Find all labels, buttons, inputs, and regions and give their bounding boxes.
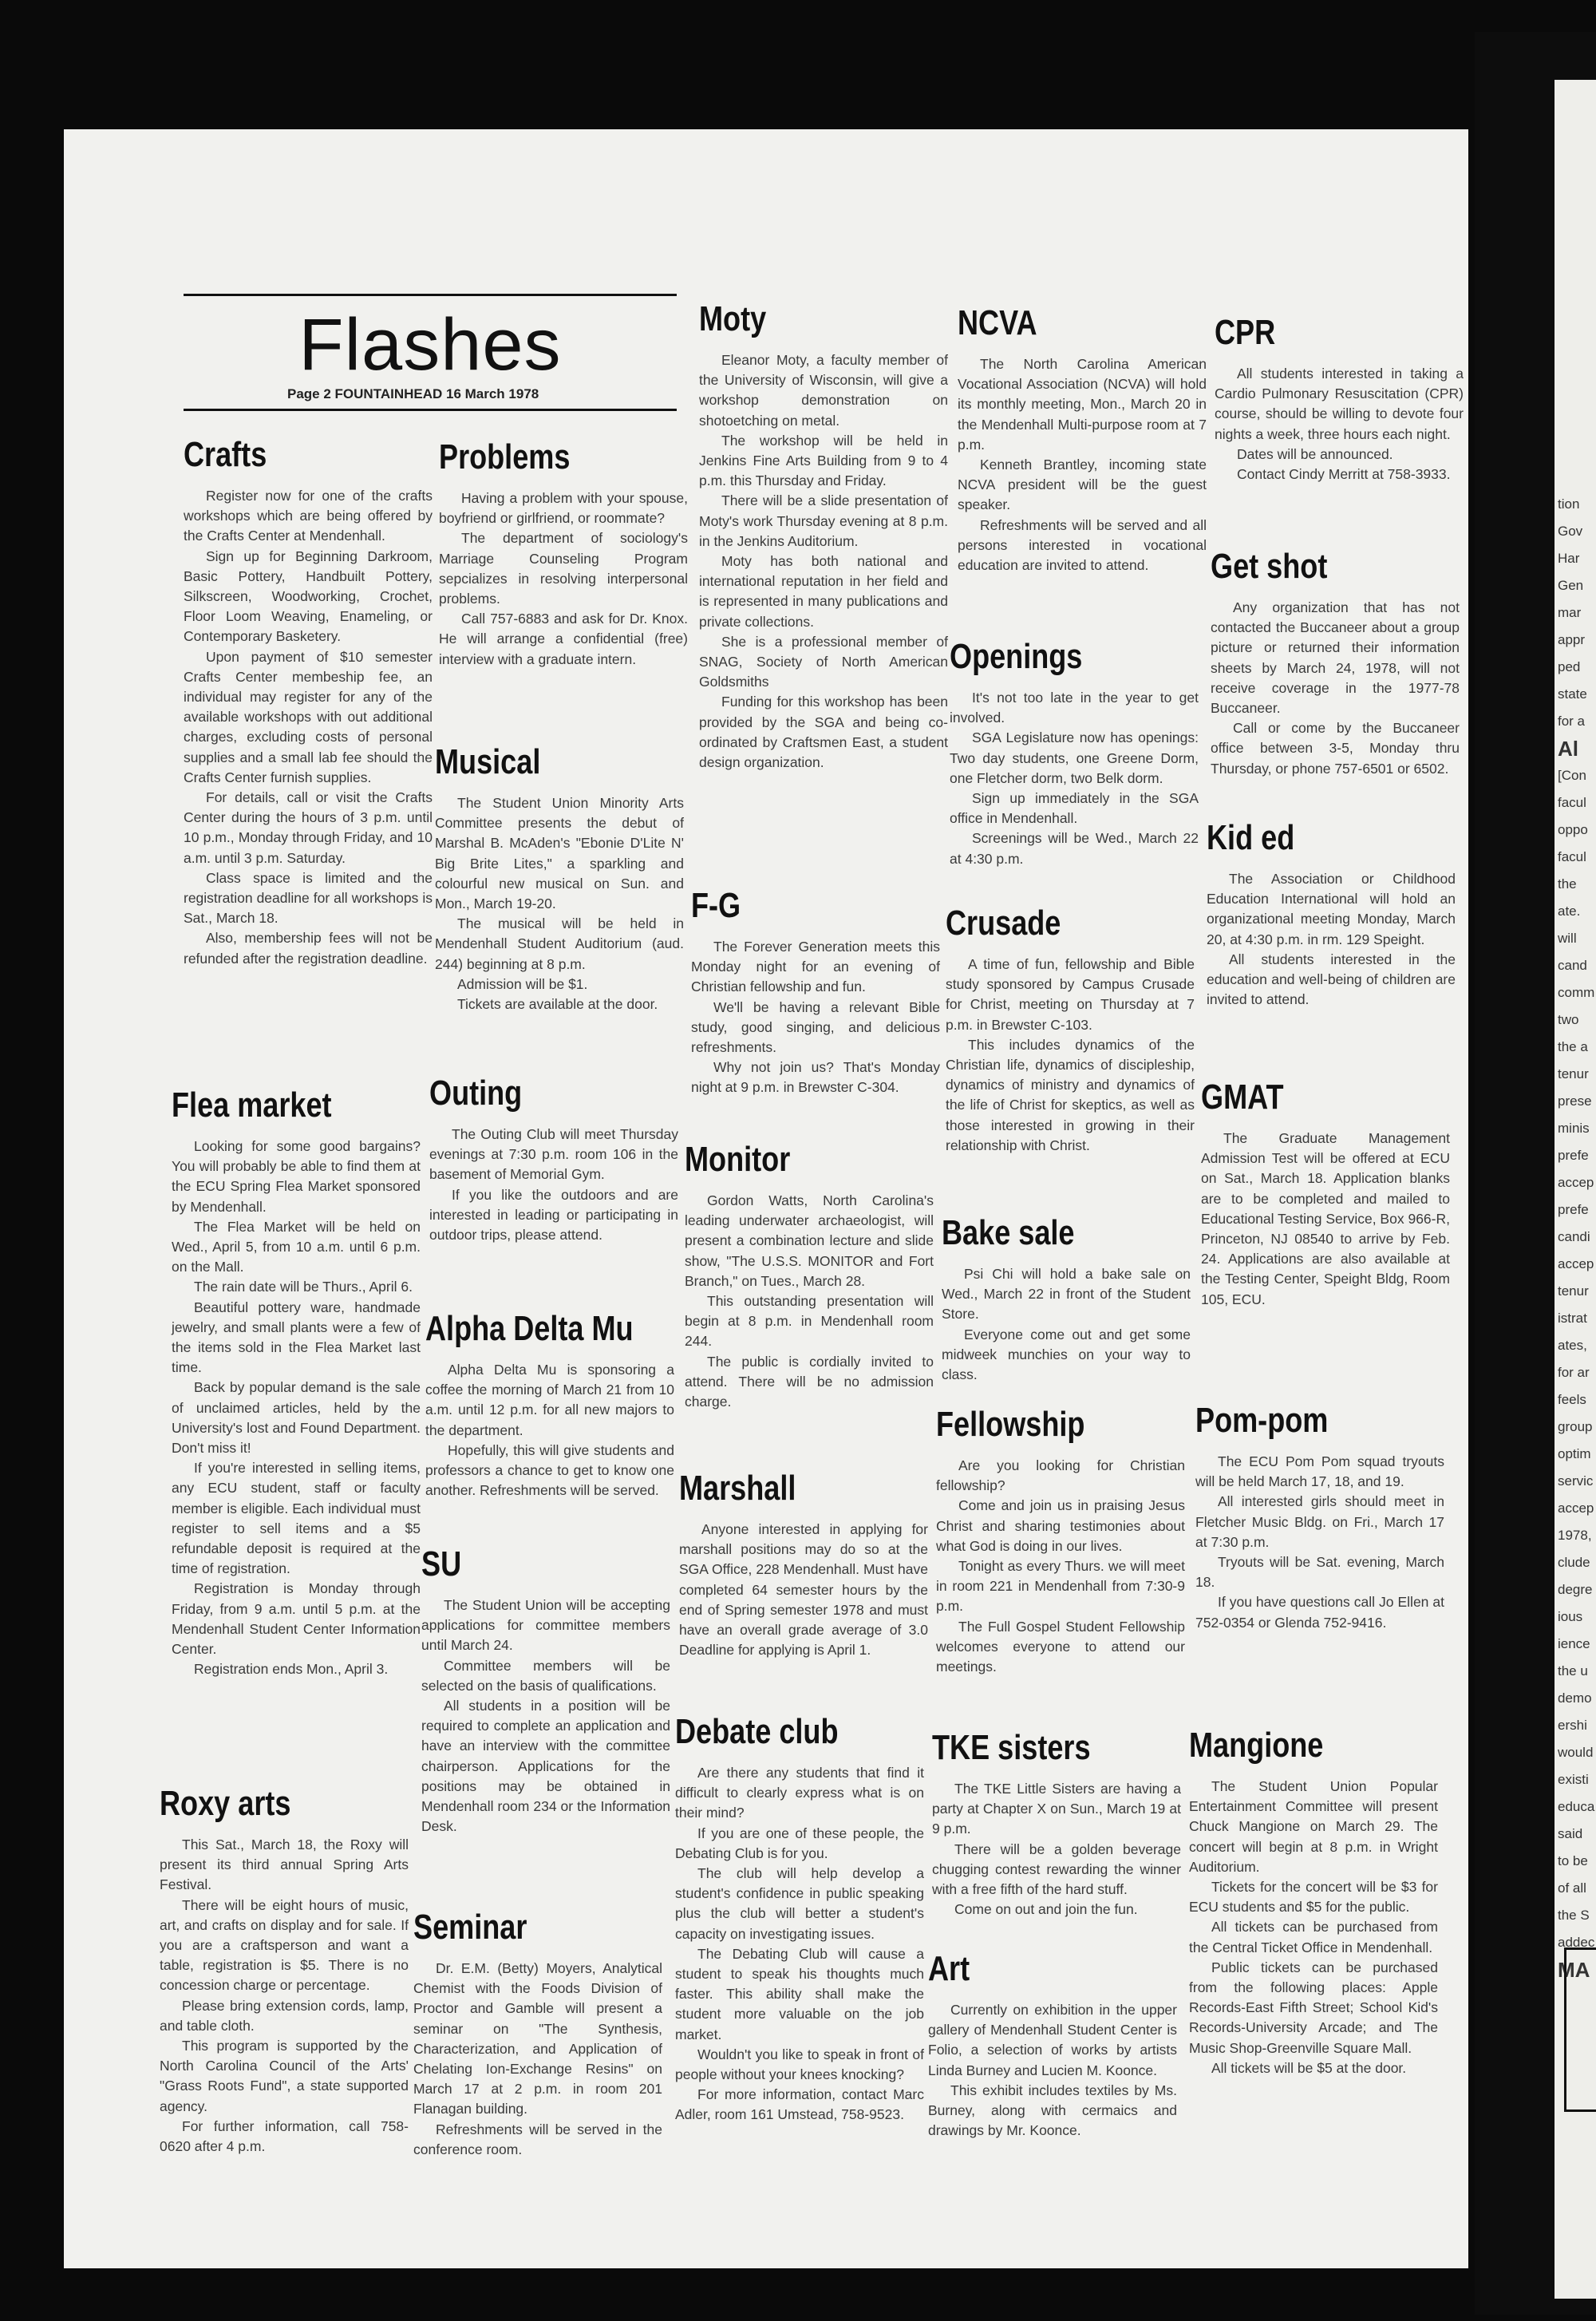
facing-page-fragment: clude — [1558, 1555, 1590, 1570]
article-paragraph: Call or come by the Buccaneer office between 3-5, Monday thru Thursday, or phone 757-6501 or 6502. — [1211, 720, 1460, 777]
article-paragraph: Moty has both national and international reputation in her field and is represented in many publications and private collections. — [699, 553, 948, 630]
facing-page-fragment: tenur — [1558, 1066, 1589, 1081]
article-tke-sisters — [932, 1728, 1181, 1920]
article-paragraph: Alpha Delta Mu is sponsoring a coffee the morning of March 21 from 10 a.m. until 12 p.m. for all new majors to the department. — [425, 1362, 674, 1438]
article-f-g — [691, 886, 940, 1098]
article-paragraph: For further information, call 758-0620 after 4 p.m. — [160, 2117, 409, 2155]
facing-page-fragment: the S — [1558, 1908, 1590, 1923]
article-paragraph: The Outing Club will meet Thursday evenings at 7:30 p.m. room 106 in the basement of Memorial Gym. — [429, 1126, 678, 1183]
article-paragraph: Registration is Monday through Friday, from 9 a.m. until 5 p.m. at the Mendenhall Student Center Information Center. — [172, 1580, 421, 1658]
article-paragraph: SGA Legislature now has openings: Two day students, one Greene Dorm, one Fletcher dorm, two Belk dorm. — [950, 730, 1199, 786]
article-openings — [950, 637, 1199, 869]
facing-page-fragment: group — [1558, 1419, 1593, 1434]
article-heading: SU — [421, 1544, 462, 1584]
article-paragraph: Anyone interested in applying for marshall positions may do so at the SGA Office, 228 Mendenhall. Must have completed 64 semester hours by the end of Spring semester 1978 and must have an overall grade average of 3.0 Deadline for applying is April 1. — [679, 1521, 928, 1659]
facing-page-fragment: ious — [1558, 1609, 1583, 1624]
article-paragraph: Tryouts will be Sat. evening, March 18. — [1195, 1554, 1444, 1591]
article-paragraph: All students in a position will be required to complete an application and have an interview with the committee chairperson. Applications for the positions may be obtained in Mendenhall room 234 or the Information Desk. — [421, 1698, 670, 1835]
facing-page-fragment: two — [1558, 1012, 1579, 1027]
article-alpha-delta-mu — [425, 1309, 674, 1501]
article-heading: Musical — [435, 742, 541, 781]
article-roxy-arts — [160, 1784, 409, 2157]
article-paragraph: Kenneth Brantley, incoming state NCVA president will be the guest speaker. — [958, 457, 1207, 513]
facing-page-fragment: ate. — [1558, 903, 1581, 919]
article-heading: Debate club — [675, 1712, 839, 1751]
facing-page-fragment: 1978, — [1558, 1528, 1592, 1543]
article-paragraph: The Association or Childhood Education International will hold an organizational meeting Monday, March 20, at 4:30 p.m. in rm. 129 Speight. — [1207, 871, 1456, 947]
facing-page-fragment: ershi — [1558, 1718, 1587, 1733]
facing-page-fragment: Gen — [1558, 578, 1584, 593]
article-paragraph: If you are one of these people, the Debating Club is for you. — [675, 1825, 924, 1861]
article-paragraph: The musical will be held in Mendenhall Student Auditorium (aud. 244) beginning at 8 p.m. — [435, 915, 684, 972]
article-bake-sale — [942, 1213, 1191, 1385]
article-heading: Mangione — [1189, 1726, 1324, 1765]
article-paragraph: There will be eight hours of music, art, and crafts on display and for sale. If you are a craftsperson and want a table, registration is $5. There is no concession charge or percentage. — [160, 1896, 409, 1994]
article-paragraph: Register now for one of the crafts workshops which are being offered by the Crafts Center at Mendenhall. — [184, 488, 433, 544]
facing-page-fragment: ped — [1558, 659, 1581, 674]
article-heading: Kid ed — [1207, 818, 1295, 857]
facing-page-fragment: candi — [1558, 1229, 1590, 1244]
article-paragraph: Come on out and join the fun. — [954, 1901, 1138, 1918]
article-paragraph: Sign up for Beginning Darkroom, Basic Pottery, Handbuilt Pottery, Silkscreen, Woodworking, Crochet, Floor Loom Weaving, Enameling, or Contemporary Basketery. — [184, 548, 433, 645]
facing-page-ad-box — [1564, 1947, 1596, 2112]
article-heading: Crusade — [946, 903, 1061, 943]
article-heading: Fellowship — [936, 1405, 1085, 1444]
article-paragraph: The Full Gospel Student Fellowship welcomes everyone to attend our meetings. — [936, 1618, 1185, 1675]
article-heading: Pom-pom — [1195, 1401, 1329, 1440]
article-paragraph: Any organization that has not contacted the Buccaneer about a group picture or returned their information sheets by March 24, 1978, will not receive coverage in the 1977-78 Buccaneer. — [1211, 599, 1460, 717]
article-paragraph: This exhibit includes textiles by Ms. Burney, along with cermaics and drawings by Mr. Koonce. — [928, 2082, 1177, 2139]
facing-page-fragment: comm — [1558, 985, 1595, 1000]
masthead-title: Flashes — [298, 304, 562, 386]
article-mangione — [1189, 1726, 1438, 2078]
article-fellowship — [936, 1405, 1185, 1677]
article-paragraph: Gordon Watts, North Carolina's leading underwater archaeologist, will present a combination lecture and slide show, "The U.S.S. MONITOR and Fort Branch," on Tues., March 28. — [685, 1192, 934, 1289]
article-art — [928, 1949, 1177, 2141]
article-paragraph: Wouldn't you like to speak in front of people without your knees knocking? — [675, 2046, 924, 2083]
article-paragraph: Please bring extension cords, lamp, and table cloth. — [160, 1997, 409, 2034]
article-paragraph: The workshop will be held in Jenkins Fine Arts Building from 9 to 4 p.m. this Thursday and Friday. — [699, 432, 948, 489]
article-paragraph: The Forever Generation meets this Monday night for an evening of Christian fellowship and fun. — [691, 939, 940, 995]
article-heading: Openings — [950, 637, 1083, 676]
article-heading: Problems — [439, 437, 571, 476]
article-paragraph: The club will help develop a student's confidence in public speaking plus the club will better a student's capacity on investigating issues. — [675, 1865, 924, 1942]
article-paragraph: The Student Union Minority Arts Committee presents the debut of Marshal B. McAden's "Ebonie D'Lite N' Big Brite Lites," a sparkling and colourful new musical on Sun. and Mon., March 19-20. — [435, 795, 684, 912]
facing-page-fragment: feels — [1558, 1392, 1586, 1407]
article-paragraph: Are there any students that find it difficult to clearly express what is on their mind? — [675, 1765, 924, 1821]
facing-page-fragment: accep — [1558, 1175, 1594, 1190]
article-pom-pom — [1195, 1401, 1444, 1633]
article-paragraph: The rain date will be Thurs., April 6. — [194, 1279, 413, 1295]
article-paragraph: Refreshments will be served in the conference room. — [413, 2121, 662, 2157]
article-paragraph: Tonight as every Thurs. we will meet in room 221 in Mendenhall from 7:30-9 p.m. — [936, 1558, 1185, 1615]
article-paragraph: The ECU Pom Pom squad tryouts will be held March 17, 18, and 19. — [1195, 1453, 1444, 1490]
article-paragraph: Dr. E.M. (Betty) Moyers, Analytical Chemist with the Foods Division of Proctor and Gamble will present a seminar on "The Synthesis, Characterization, and Application of Chelating Ion-Exchange Resins" on March 17 at 2 p.m. in room 201 Flanagan building. — [413, 1960, 662, 2117]
facing-page-fragment: optim — [1558, 1446, 1591, 1461]
article-paragraph: Public tickets can be purchased from the following places: Apple Records-East Fifth Street; School Kid's Records-University Arcade; and The Music Shop-Greenville Square Mall. — [1189, 1959, 1438, 2056]
article-paragraph: Contact Cindy Merritt at 758-3933. — [1237, 466, 1451, 483]
article-moty — [699, 299, 948, 773]
facing-page-fragment: the u — [1558, 1663, 1588, 1678]
masthead-rule-bottom — [184, 409, 677, 411]
article-paragraph: Call 757-6883 and ask for Dr. Knox. He will arrange a confidential (free) interview with a graduate intern. — [439, 611, 688, 667]
facing-page-fragment: [Con — [1558, 768, 1586, 783]
facing-page-fragment: would — [1558, 1745, 1594, 1760]
article-paragraph: Why not join us? That's Monday night at 9 p.m. in Brewster C-304. — [691, 1059, 940, 1096]
facing-page-fragment: cand — [1558, 958, 1587, 973]
article-paragraph: All interested girls should meet in Fletcher Music Bldg. on Fri., March 17 at 7:30 p.m. — [1195, 1493, 1444, 1550]
article-paragraph: The Graduate Management Admission Test will be offered at ECU on Sat., March 18. Application blanks are to be completed and mailed to Educational Testing Service, Box 966-R, Princeton, NJ 08540 to arrive by Feb. 24. Applications are also available at the Testing Center, Speight Bldg, Room 105, ECU. — [1201, 1130, 1450, 1307]
facing-page-fragment: tion — [1558, 496, 1580, 512]
article-heading: CPR — [1215, 313, 1276, 352]
article-heading: GMAT — [1201, 1077, 1284, 1117]
article-heading: F-G — [691, 886, 741, 925]
article-paragraph: This Sat., March 18, the Roxy will present its third annual Spring Arts Festival. — [160, 1837, 409, 1893]
facing-page-fragment: oppo — [1558, 822, 1588, 837]
facing-page-fragment: said — [1558, 1826, 1583, 1841]
facing-page-fragment: degre — [1558, 1582, 1593, 1597]
article-paragraph: This outstanding presentation will begin at 8 p.m. in Mendenhall room 244. — [685, 1293, 934, 1350]
facing-page-fragment: demo — [1558, 1690, 1592, 1706]
article-musical — [435, 742, 684, 1014]
article-cpr — [1215, 313, 1464, 484]
article-paragraph: The department of sociology's Marriage Counseling Program sepcializes in resolving interpersonal problems. — [439, 530, 688, 607]
article-paragraph: It's not too late in the year to get involved. — [950, 690, 1199, 726]
article-paragraph: She is a professional member of SNAG, Society of North American Goldsmiths — [699, 633, 948, 690]
facing-page-fragment: the a — [1558, 1039, 1588, 1054]
article-paragraph: Hopefully, this will give students and professors a chance to get to know one another. Refreshments will be served. — [425, 1441, 674, 1499]
article-heading: Get shot — [1211, 547, 1328, 586]
article-paragraph: A time of fun, fellowship and Bible study sponsored by Campus Crusade for Christ, meeting on Thursday at 7 p.m. in Brewster C-103. — [946, 956, 1195, 1033]
facing-page-fragment: state — [1558, 686, 1587, 702]
article-paragraph: Psi Chi will hold a bake sale on Wed., March 22 in front of the Student Store. — [942, 1266, 1191, 1323]
facing-page-fragment: Gov — [1558, 524, 1583, 539]
article-paragraph: Funding for this workshop has been provided by the SGA and being co-ordinated by Craftsmen East, a student design organization. — [699, 694, 948, 771]
article-flea-market — [172, 1085, 421, 1679]
article-paragraph: The Student Union will be accepting applications for committee members until March 24. — [421, 1597, 670, 1654]
masthead-rule-top — [184, 294, 677, 296]
article-su — [421, 1544, 670, 1837]
facing-page-fragment: facul — [1558, 849, 1586, 864]
article-get-shot — [1211, 547, 1460, 779]
article-heading: Bake sale — [942, 1213, 1075, 1252]
article-paragraph: Registration ends Mon., April 3. — [194, 1661, 389, 1678]
article-heading: NCVA — [958, 303, 1037, 342]
facing-page-fragment: prefe — [1558, 1148, 1589, 1163]
article-heading: Monitor — [685, 1140, 791, 1179]
article-paragraph: All students interested in the education and well-being of children are invited to attend. — [1207, 951, 1456, 1008]
article-crafts — [184, 435, 433, 969]
facing-page-fragment: accep — [1558, 1256, 1594, 1271]
article-paragraph: Tickets are available at the door. — [457, 996, 658, 1013]
article-heading: Roxy arts — [160, 1784, 291, 1823]
article-paragraph: Currently on exhibition in the upper gallery of Mendenhall Student Center is Folio, a selection of works by artists Linda Burney and Lucien M. Koonce. — [928, 2002, 1177, 2078]
article-paragraph: This program is supported by the North Carolina Council of the Arts' "Grass Roots Fund", a state supported agency. — [160, 2038, 409, 2114]
article-paragraph: Class space is limited and the registration deadline for all workshops is Sat., March 18. — [184, 869, 433, 927]
article-paragraph: Are you looking for Christian fellowship? — [936, 1457, 1185, 1494]
article-paragraph: For details, call or visit the Crafts Center during the hours of 3 p.m. until 10 p.m., Monday through Friday, and 10 a.m. until 3 p.m. Saturday. — [184, 789, 433, 866]
article-heading: Alpha Delta Mu — [425, 1309, 634, 1348]
facing-page-fragment: accep — [1558, 1501, 1594, 1516]
article-paragraph: If you're interested in selling items, any ECU student, staff or faculty member is eligible. Each individual must register to sell items and a $5 refundable deposit is required at the time of registration. — [172, 1460, 421, 1577]
article-paragraph: The public is cordially invited to attend. There will be no admission charge. — [685, 1353, 934, 1410]
article-paragraph: For more information, contact Marc Adler, room 161 Umstead, 758-9523. — [675, 2086, 924, 2123]
article-ncva — [958, 303, 1207, 575]
facing-page-fragment: for ar — [1558, 1365, 1590, 1380]
facing-page-fragment: istrat — [1558, 1311, 1587, 1326]
article-paragraph: Come and join us in praising Jesus Christ and sharing testimonies about what God is doing in our lives. — [936, 1497, 1185, 1554]
article-paragraph: Eleanor Moty, a faculty member of the University of Wisconsin, will give a workshop demonstration on shotoetching on metal. — [699, 352, 948, 429]
article-paragraph: Committee members will be selected on the basis of qualifications. — [421, 1657, 670, 1694]
article-paragraph: Sign up immediately in the SGA office in Mendenhall. — [950, 790, 1199, 827]
article-paragraph: This includes dynamics of the Christian life, dynamics of discipleship, dynamics of ministry and dynamics of the life of Christ for skeptics, as well as those interested in growing in their relationship with Christ. — [946, 1036, 1195, 1153]
article-paragraph: Having a problem with your spouse, boyfriend or girlfriend, or roommate? — [439, 490, 688, 527]
facing-page-fragment: mar — [1558, 605, 1582, 620]
facing-page-fragment: minis — [1558, 1121, 1590, 1136]
facing-page-fragment: of all — [1558, 1880, 1586, 1896]
article-paragraph: Refreshments will be served and all persons interested in vocational education are invited to attend. — [958, 516, 1207, 574]
article-heading: TKE sisters — [932, 1728, 1091, 1767]
article-paragraph: Screenings will be Wed., March 22 at 4:30 p.m. — [950, 830, 1199, 867]
article-heading: Moty — [699, 299, 767, 338]
article-paragraph: All tickets can be purchased from the Central Ticket Office in Mendenhall. — [1189, 1919, 1438, 1955]
facing-page-fragment: prese — [1558, 1093, 1592, 1109]
facing-page-fragment: MA — [1558, 1960, 1590, 1979]
article-heading: Seminar — [413, 1908, 527, 1947]
article-paragraph: There will be a slide presentation of Moty's work Thursday evening at 8 p.m. in the Jenkins Auditorium. — [699, 492, 948, 549]
article-problems — [439, 437, 688, 670]
article-gmat — [1201, 1077, 1450, 1310]
facing-page-fragment: ates, — [1558, 1338, 1587, 1353]
article-paragraph: Tickets for the concert will be $3 for ECU students and $5 for the public. — [1189, 1879, 1438, 1916]
article-paragraph: The North Carolina American Vocational Association (NCVA) will hold its monthly meeting, Mon., March 20 in the Mendenhall Multi-purpose room at 7 p.m. — [958, 356, 1207, 453]
article-heading: Crafts — [184, 435, 267, 474]
article-paragraph: Back by popular demand is the sale of unclaimed articles, held by the University's lost and Found Department. Don't miss it! — [172, 1379, 421, 1457]
article-kid-ed — [1207, 818, 1456, 1010]
article-paragraph: Admission will be $1. — [457, 975, 588, 992]
facing-page-fragment: addec — [1558, 1935, 1595, 1950]
article-paragraph: The TKE Little Sisters are having a party at Chapter X on Sun., March 19 at 9 p.m. — [932, 1781, 1181, 1837]
article-crusade — [946, 903, 1195, 1156]
article-marshall — [679, 1469, 928, 1660]
article-paragraph: Dates will be announced. — [1237, 445, 1393, 462]
facing-page-fragment: to be — [1558, 1853, 1588, 1868]
article-heading: Flea market — [172, 1085, 332, 1125]
article-paragraph: Also, membership fees will not be refunded after the registration deadline. — [184, 930, 433, 967]
facing-page-fragment: educa — [1558, 1799, 1595, 1814]
article-paragraph: Upon payment of $10 semester Crafts Center membeship fee, an individual may register for any of the available workshops with out additional charges, excluding costs of personal supplies and a small lab fee should the Crafts Center furnish supplies. — [184, 648, 433, 785]
facing-page-fragment: the — [1558, 876, 1577, 892]
article-seminar — [413, 1908, 662, 2160]
facing-page-fragment: will — [1558, 931, 1577, 946]
article-debate-club — [675, 1712, 924, 2125]
article-paragraph: The Student Union Popular Entertainment Committee will present Chuck Mangione on March 29. The concert will begin at 8 p.m. in Wright Auditorium. — [1189, 1778, 1438, 1875]
article-paragraph: Everyone come out and get some midweek munchies on your way to class. — [942, 1326, 1191, 1383]
facing-page-fragment: existi — [1558, 1772, 1589, 1787]
facing-page-fragment: Al — [1558, 739, 1578, 758]
article-heading: Outing — [429, 1074, 523, 1113]
article-heading: Marshall — [679, 1469, 796, 1508]
article-paragraph: If you like the outdoors and are interested in leading or participating in outdoor trips, please attend. — [429, 1186, 678, 1244]
article-paragraph: The Debating Club will cause a student to speak his thoughts much faster. This ability shall make the student more valuable on the job market. — [675, 1945, 924, 2042]
article-outing — [429, 1074, 678, 1245]
article-monitor — [685, 1140, 934, 1412]
article-heading: Art — [928, 1949, 970, 1988]
facing-page-fragment: appr — [1558, 632, 1586, 647]
article-paragraph: Looking for some good bargains? You will probably be able to find them at the ECU Spring Flea Market sponsored by Mendenhall. — [172, 1138, 421, 1215]
facing-page-fragment: Har — [1558, 551, 1580, 566]
article-paragraph: Beautiful pottery ware, handmade jewelry, and small plants were a few of the items sold in the Flea Market last time. — [172, 1299, 421, 1376]
article-paragraph: If you have questions call Jo Ellen at 752-0354 or Glenda 752-9416. — [1195, 1594, 1444, 1631]
facing-page-fragment: prefe — [1558, 1202, 1589, 1217]
article-paragraph: The Flea Market will be held on Wed., April 5, from 10 a.m. until 6 p.m. on the Mall. — [172, 1218, 421, 1275]
article-paragraph: We'll be having a relevant Bible study, good singing, and delicious refreshments. — [691, 998, 940, 1056]
article-paragraph: There will be a golden beverage chugging contest rewarding the winner with a free fifth of the hard stuff. — [932, 1841, 1181, 1898]
facing-page-fragment: tenur — [1558, 1283, 1589, 1299]
facing-page-fragment: ience — [1558, 1636, 1590, 1651]
article-paragraph: All students interested in taking a Cardio Pulmonary Resuscitation (CPR) course, should be willing to devote four nights a week, three hours each night. — [1215, 366, 1464, 442]
facing-page-fragment: servic — [1558, 1473, 1594, 1489]
facing-page-fragment: for a — [1558, 714, 1586, 729]
masthead-subtitle: Page 2 FOUNTAINHEAD 16 March 1978 — [287, 386, 539, 401]
facing-page-fragment: facul — [1558, 795, 1586, 810]
article-paragraph: All tickets will be $5 at the door. — [1211, 2059, 1407, 2076]
